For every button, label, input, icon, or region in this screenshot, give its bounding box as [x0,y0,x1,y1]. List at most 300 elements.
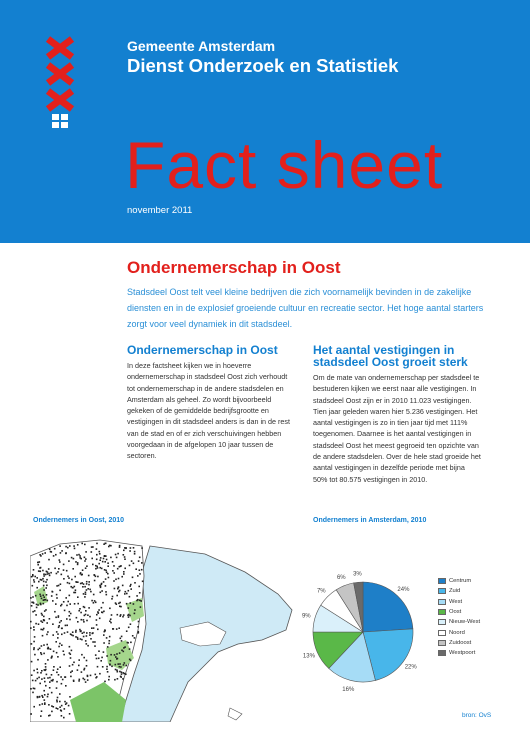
business-dot [77,638,79,640]
business-dot [124,547,126,549]
business-dot [128,607,130,609]
business-dot [120,565,122,567]
business-dot [81,574,83,576]
business-dot [43,653,45,655]
business-dot [84,586,86,588]
business-dot [57,708,59,710]
business-dot [61,634,63,636]
business-dot [84,668,86,670]
business-dot [88,607,90,609]
business-dot [129,550,131,552]
business-dot [123,651,125,653]
business-dot [86,632,88,634]
legend-item [438,607,480,617]
business-dot [118,603,120,605]
business-dot [99,553,101,555]
amsterdam-logo [45,36,75,128]
organization-name: Gemeente Amsterdam [127,38,276,54]
business-dot [138,631,140,633]
business-dot [130,623,132,625]
business-dot [42,703,44,705]
business-dot [123,573,125,575]
business-dot [133,603,135,605]
business-dot [121,673,123,675]
business-dot [45,666,47,668]
business-dot [53,666,55,668]
business-dot [58,646,60,648]
business-dot [39,696,41,698]
business-dot [120,638,122,640]
business-dot [42,635,44,637]
business-dot [91,551,93,553]
pie-chart [288,565,438,710]
map-oost [30,532,295,722]
business-dot [42,595,44,597]
business-dot [41,670,43,672]
business-dot [80,638,82,640]
business-dot [139,573,141,575]
business-dot [43,619,45,621]
business-dot [103,634,105,636]
business-dot [43,575,45,577]
business-dot [87,588,89,590]
legend-item [438,648,480,658]
business-dot [120,666,122,668]
business-dot [35,680,37,682]
business-dot [87,645,89,647]
business-dot [83,593,85,595]
business-dot [59,559,61,561]
business-dot [105,585,107,587]
business-dot [42,578,44,580]
business-dot [56,701,58,703]
business-dot [36,668,38,670]
business-dot [35,595,37,597]
business-dot [58,674,60,676]
business-dot [72,635,74,637]
business-dot [59,706,61,708]
business-dot [69,646,71,648]
business-dot [65,546,67,548]
business-dot [134,637,136,639]
business-dot [30,597,32,599]
business-dot [53,669,55,671]
business-dot [96,658,98,660]
business-dot [33,706,35,708]
business-dot [124,558,126,560]
business-dot [89,616,91,618]
business-dot [87,676,89,678]
business-dot [65,552,67,554]
business-dot [57,637,59,639]
business-dot [110,622,112,624]
business-dot [118,627,120,629]
business-dot [83,632,85,634]
business-dot [124,673,126,675]
business-dot [45,574,47,576]
business-dot [39,594,41,596]
business-dot [61,550,63,552]
business-dot [67,631,69,633]
business-dot [49,677,51,679]
business-dot [130,588,132,590]
business-dot [100,557,102,559]
pie-data-label: 7% [316,588,326,595]
business-dot [51,705,53,707]
business-dot [31,661,33,663]
business-dot [66,618,68,620]
business-dot [44,681,46,683]
business-dot [132,577,134,579]
business-dot [116,653,118,655]
business-dot [70,676,72,678]
business-dot [134,551,136,553]
business-dot [41,645,43,647]
business-dot [124,593,126,595]
business-dot [41,598,43,600]
business-dot [103,558,105,560]
business-dot [88,581,90,583]
business-dot [56,681,58,683]
business-dot [76,617,78,619]
business-dot [47,677,49,679]
business-dot [112,570,114,572]
business-dot [52,623,54,625]
business-dot [76,581,78,583]
business-dot [124,568,126,570]
business-dot [98,650,100,652]
business-dot [102,561,104,563]
business-dot [59,643,61,645]
business-dot [112,596,114,598]
business-dot [85,681,87,683]
legend-label: West [449,598,463,605]
business-dot [71,650,73,652]
business-dot [76,554,78,556]
pie-data-label: 3% [353,571,362,578]
business-dot [121,671,123,673]
business-dot [35,623,37,625]
business-dot [121,636,123,638]
business-dot [82,586,84,588]
pie-data-label: 16% [342,687,355,694]
business-dot [69,603,71,605]
business-dot [46,634,48,636]
business-dot [56,672,58,674]
business-dot [70,613,72,615]
publication-date: november 2011 [127,205,193,216]
business-dot [32,575,34,577]
chart-legend [438,576,480,658]
business-dot [100,587,102,589]
business-dot [82,569,84,571]
business-dot [62,679,64,681]
business-dot [108,546,110,548]
business-dot [108,679,110,681]
business-dot [69,595,71,597]
business-dot [142,581,144,583]
business-dot [68,577,70,579]
business-dot [34,610,36,612]
business-dot [79,557,81,559]
business-dot [101,657,103,659]
business-dot [40,571,42,573]
business-dot [101,568,103,570]
business-dot [79,608,81,610]
business-dot [102,602,104,604]
business-dot [99,551,101,553]
business-dot [32,680,34,682]
business-dot [128,590,130,592]
business-dot [138,560,140,562]
business-dot [137,575,139,577]
business-dot [87,614,89,616]
x-cross-icon [45,62,75,86]
business-dot [64,676,66,678]
business-dot [107,562,109,564]
business-dot [121,640,123,642]
business-dot [81,543,83,545]
business-dot [38,677,40,679]
business-dot [113,565,115,567]
business-dot [49,681,51,683]
business-dot [77,637,79,639]
business-dot [55,603,57,605]
business-dot [108,643,110,645]
business-dot [136,595,138,597]
business-dot [111,614,113,616]
business-dot [96,676,98,678]
x-cross-icon [45,36,75,60]
business-dot [37,604,39,606]
legend-swatch [438,619,446,625]
business-dot [109,620,111,622]
business-dot [37,696,39,698]
business-dot [141,569,143,571]
business-dot [35,614,37,616]
business-dot [63,717,65,719]
business-dot [128,627,130,629]
business-dot [108,577,110,579]
business-dot [69,615,71,617]
business-dot [85,567,87,569]
business-dot [58,627,60,629]
legend-swatch [438,599,446,605]
business-dot [86,565,88,567]
business-dot [43,599,45,601]
business-dot [33,670,35,672]
business-dot [110,654,112,656]
business-dot [71,579,73,581]
business-dot [86,589,88,591]
business-dot [37,564,39,566]
business-dot [41,614,43,616]
business-dot [48,704,50,706]
legend-swatch [438,650,446,656]
business-dot [107,573,109,575]
business-dot [54,548,56,550]
business-dot [89,589,91,591]
business-dot [70,672,72,674]
business-dot [59,590,61,592]
business-dot [31,643,33,645]
business-dot [102,666,104,668]
business-dot [106,655,108,657]
business-dot [56,597,58,599]
business-dot [75,589,77,591]
business-dot [106,637,108,639]
business-dot [39,567,41,569]
business-dot [61,683,63,685]
business-dot [71,670,73,672]
business-dot [77,621,79,623]
business-dot [67,576,69,578]
business-dot [133,547,135,549]
business-dot [134,582,136,584]
business-dot [45,581,47,583]
business-dot [139,557,141,559]
business-dot [95,654,97,656]
business-dot [43,644,45,646]
business-dot [86,583,88,585]
legend-item [438,597,480,607]
business-dot [86,665,88,667]
legend-swatch [438,578,446,584]
business-dot [61,710,63,712]
business-dot [105,570,107,572]
business-dot [41,579,43,581]
pie-data-label: 6% [336,575,346,582]
business-dot [95,565,97,567]
business-dot [85,610,87,612]
business-dot [69,665,71,667]
business-dot [44,669,46,671]
business-dot [129,565,131,567]
legend-label: Westpoort [449,650,476,657]
business-dot [81,619,83,621]
business-dot [47,694,49,696]
business-dot [114,654,116,656]
business-dot [33,629,35,631]
business-dot [129,648,131,650]
business-dot [59,561,61,563]
business-dot [119,666,121,668]
business-dot [115,579,117,581]
pie-data-label: 22% [404,664,417,671]
column-right [313,344,481,485]
business-dot [31,605,33,607]
business-dot [65,597,67,599]
business-dot [30,713,32,715]
business-dot [30,621,32,623]
business-dot [115,656,117,658]
business-dot [123,614,125,616]
business-dot [96,554,98,556]
business-dot [41,654,43,656]
business-dot [54,568,56,570]
business-dot [59,701,61,703]
business-dot [75,636,77,638]
business-dot [30,627,32,629]
business-dot [90,591,92,593]
business-dot [96,543,98,545]
business-dot [122,616,124,618]
business-dot [109,663,111,665]
business-dot [52,634,54,636]
business-dot [59,693,61,695]
business-dot [123,571,125,573]
business-dot [85,558,87,560]
business-dot [68,560,70,562]
business-dot [43,581,45,583]
business-dot [33,626,35,628]
business-dot [38,570,40,572]
business-dot [78,659,80,661]
business-dot [63,569,65,571]
business-dot [110,618,112,620]
business-dot [130,584,132,586]
business-dot [128,614,130,616]
business-dot [33,579,35,581]
business-dot [59,545,61,547]
business-dot [101,607,103,609]
business-dot [40,555,42,557]
business-dot [52,679,54,681]
business-dot [104,630,106,632]
business-dot [86,643,88,645]
business-dot [99,618,101,620]
business-dot [81,639,83,641]
business-dot [67,547,69,549]
business-dot [128,616,130,618]
business-dot [46,594,48,596]
article-title: Ondernemerschap in Oost [127,258,341,277]
business-dot [119,615,121,617]
business-dot [110,660,112,662]
business-dot [99,567,101,569]
business-dot [119,545,121,547]
business-dot [134,609,136,611]
business-dot [45,685,47,687]
business-dot [53,706,55,708]
business-dot [122,585,124,587]
business-dot [72,568,74,570]
business-dot [93,594,95,596]
business-dot [106,594,108,596]
business-dot [73,680,75,682]
business-dot [97,666,99,668]
business-dot [113,628,115,630]
business-dot [69,713,71,715]
business-dot [48,568,50,570]
business-dot [92,564,94,566]
business-dot [74,548,76,550]
business-dot [141,562,143,564]
business-dot [119,663,121,665]
business-dot [66,702,68,704]
business-dot [41,613,43,615]
legend-swatch [438,588,446,594]
business-dot [139,592,141,594]
business-dot [123,550,125,552]
business-dot [47,600,49,602]
column-heading: Ondernemerschap in Oost [127,343,278,357]
business-dot [74,603,76,605]
business-dot [61,715,63,717]
business-dot [98,563,100,565]
business-dot [134,553,136,555]
business-dot [99,585,101,587]
